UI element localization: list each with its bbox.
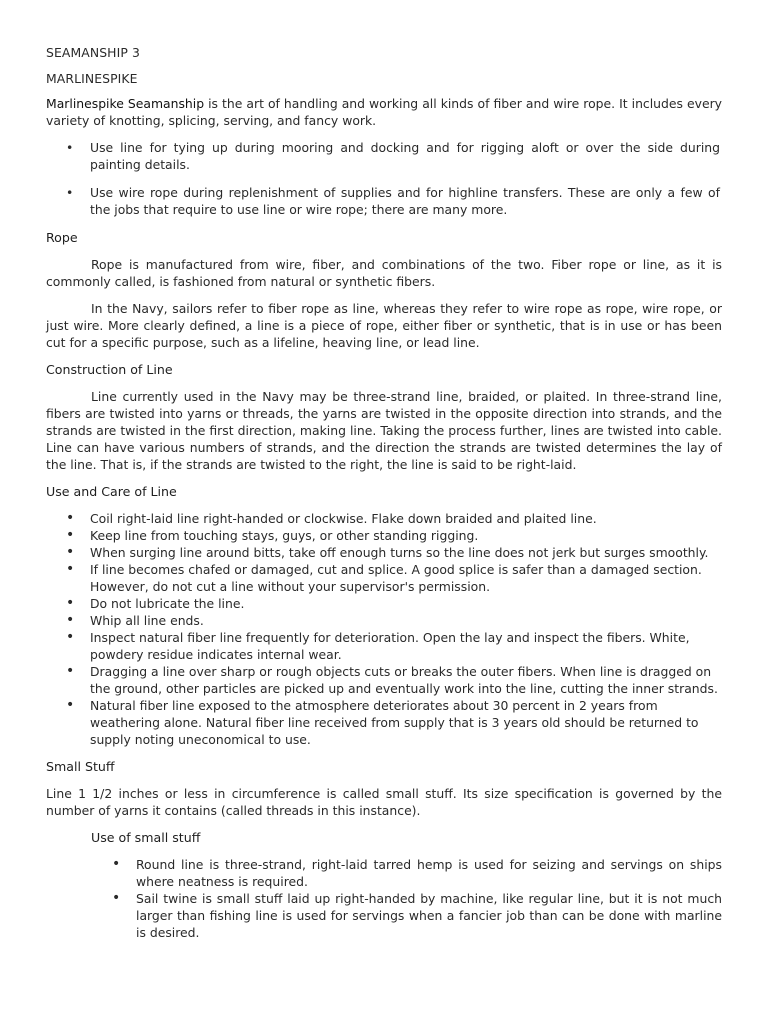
intro-paragraph (46, 95, 722, 129)
intro-bullet-list (46, 139, 722, 218)
rope-paragraph: Rope is manufactured from wire, fiber, and combinations of the two. Fiber rope or line, as it is commonly called, is fashioned from natural or synthetic fibers. (46, 257, 722, 289)
list-item: • Whip all line ends. (46, 612, 722, 629)
small-stuff-paragraph: Line 1 1/2 inches or less in circumference is called small stuff. Its size specification is governed by the number of yarns it contains (called threads in this instance). (46, 786, 722, 818)
course-title: SEAMANSHIP 3 (46, 45, 140, 60)
section-heading-construction: Construction of Line (46, 362, 173, 377)
list-item: • Sail twine is small stuff laid up right-handed by machine, like regular line, but it is not much larger than fishing line is used for servings when a fancier job than can be done with marline is desired. (46, 890, 722, 941)
list-item: • Round line is three-strand, right-laid tarred hemp is used for seizing and servings on ships where neatness is required. (46, 856, 722, 890)
small-stuff-list (46, 856, 722, 941)
rope-paragraph: In the Navy, sailors refer to fiber rope as line, whereas they refer to wire rope as rope, wire rope, or just wire. More clearly defined, a line is a piece of rope, either fiber or synthetic, that is in use or has been cut for a specific purpose, such as a lifeline, heaving line, or lead line. (46, 301, 722, 350)
use-and-care-list (46, 510, 722, 748)
list-item: • Natural fiber line exposed to the atmosphere deteriorates about 30 percent in 2 years from weathering alone. Natural fiber line received from supply that is 3 years old should be returned to supply noting uneconomical to use. (46, 697, 722, 748)
list-item: • Use line for tying up during mooring and docking and for rigging aloft or over the side during painting details. (46, 139, 722, 173)
section-heading-small-stuff: Small Stuff (46, 759, 115, 774)
list-item: • Inspect natural fiber line frequently for deterioration. Open the lay and inspect the fibers. White, powdery residue indicates internal wear. (46, 629, 722, 663)
sub-heading-use-of-small-stuff: Use of small stuff (91, 830, 201, 845)
list-item: • Coil right-laid line right-handed or clockwise. Flake down braided and plaited line. (46, 510, 722, 527)
list-item: • Do not lubricate the line. (46, 595, 722, 612)
construction-paragraph: Line currently used in the Navy may be three-strand line, braided, or plaited. In three-strand line, fibers are twisted into yarns or threads, the yarns are twisted in the opposite direction into strands, and the strands are twisted in the first direction, making line. Taking the process further, lines are twisted into cable. Line can have various numbers of strands, and the direction the strands are twisted determines the lay of the line. That is, if the strands are twisted to the right, the line is said to be right-laid. (46, 389, 722, 472)
list-item: • Use wire rope during replenishment of supplies and for highline transfers. These are only a few of the jobs that require to use line or wire rope; there are many more. (46, 184, 722, 218)
section-heading-rope: Rope (46, 230, 78, 245)
intro-text: is the art of handling and working all kinds of fiber and wire rope. It includes every variety of knotting, splicing, serving, and fancy work. (46, 96, 722, 128)
list-item: • Keep line from touching stays, guys, or other standing rigging. (46, 527, 722, 544)
list-item: • When surging line around bitts, take off enough turns so the line does not jerk but surges smoothly. (46, 544, 722, 561)
list-item: • If line becomes chafed or damaged, cut and splice. A good splice is safer than a damaged section. However, do not cut a line without your supervisor's permission. (46, 561, 722, 595)
intro-lead-term: Marlinespike Seamanship (46, 96, 205, 111)
list-item: • Dragging a line over sharp or rough objects cuts or breaks the outer fibers. When line is dragged on the ground, other particles are picked up and eventually work into the line, cutting the inner strands. (46, 663, 722, 697)
chapter-title: MARLINESPIKE (46, 71, 138, 86)
section-heading-use-and-care: Use and Care of Line (46, 484, 177, 499)
